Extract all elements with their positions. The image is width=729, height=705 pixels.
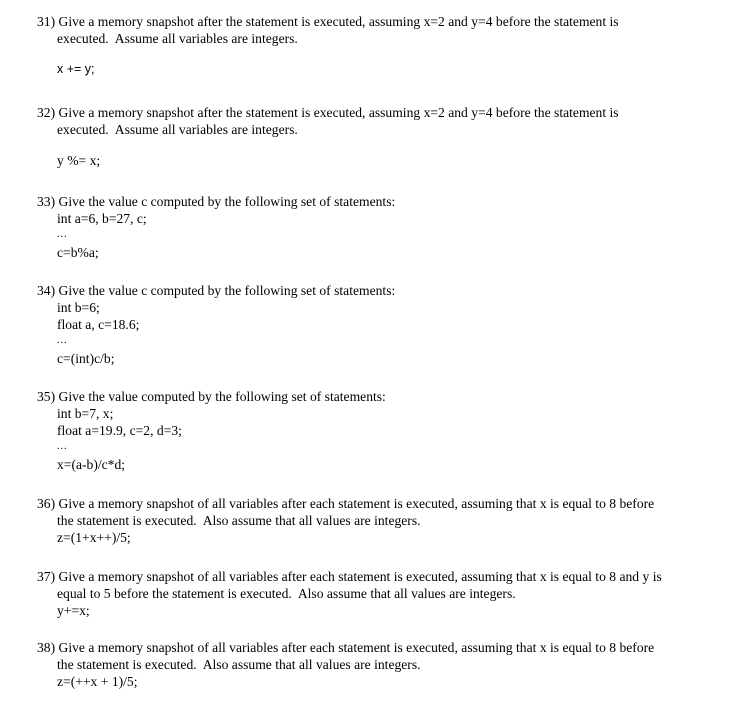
question-text-line: executed. Assume all variables are integers. xyxy=(57,122,298,137)
ellipsis: ... xyxy=(57,335,68,346)
code-line: int b=6; xyxy=(57,300,100,315)
question-text-line: Give a memory snapshot of all variables after each statement is executed, assuming that x is equal to 8 before xyxy=(58,640,655,655)
question-36 xyxy=(37,495,717,546)
question-32 xyxy=(37,104,717,169)
code-line: float a=19.9, c=2, d=3; xyxy=(57,423,182,438)
question-text-line: Give the value c computed by the following set of statements: xyxy=(58,283,396,298)
code-line: z=(1+x++)/5; xyxy=(57,530,131,545)
code-line: int a=6, b=27, c; xyxy=(57,211,147,226)
question-text-line: the statement is executed. Also assume that all values are integers. xyxy=(57,513,421,528)
question-text-line: executed. Assume all variables are integers. xyxy=(57,31,298,46)
question-31 xyxy=(37,13,717,78)
question-text-line: Give a memory snapshot of all variables after each statement is executed, assuming that x is equal to 8 and y is xyxy=(58,569,662,584)
question-number: 31) xyxy=(37,14,56,29)
code-line: y %= x; xyxy=(57,153,101,168)
question-text-line: Give a memory snapshot after the statement is executed, assuming x=2 and y=4 before the statement is xyxy=(58,14,619,29)
code-line: float a, c=18.6; xyxy=(57,317,140,332)
ellipsis: ... xyxy=(57,441,68,452)
question-33 xyxy=(37,193,717,261)
question-number: 33) xyxy=(37,194,56,209)
question-38 xyxy=(37,639,717,690)
question-text-line: equal to 5 before the statement is executed. Also assume that all values are integers. xyxy=(57,586,516,601)
code-line: z=(++x + 1)/5; xyxy=(57,674,138,689)
ellipsis: ... xyxy=(57,229,68,240)
question-number: 38) xyxy=(37,640,56,655)
question-number: 35) xyxy=(37,389,56,404)
question-text-line: Give the value computed by the following set of statements: xyxy=(58,389,386,404)
code-line: y+=x; xyxy=(57,603,90,618)
question-number: 37) xyxy=(37,569,56,584)
question-text-line: the statement is executed. Also assume that all values are integers. xyxy=(57,657,421,672)
question-text-line: Give a memory snapshot after the statement is executed, assuming x=2 and y=4 before the statement is xyxy=(58,105,619,120)
code-line: c=(int)c/b; xyxy=(57,351,115,366)
code-line: x += y; xyxy=(57,62,95,76)
question-text-line: Give a memory snapshot of all variables after each statement is executed, assuming that x is equal to 8 before xyxy=(58,496,655,511)
code-line: int b=7, x; xyxy=(57,406,114,421)
question-number: 32) xyxy=(37,105,56,120)
code-line: x=(a-b)/c*d; xyxy=(57,457,126,472)
question-text-line: Give the value c computed by the following set of statements: xyxy=(58,194,396,209)
question-34 xyxy=(37,282,717,367)
question-number: 34) xyxy=(37,283,56,298)
question-35 xyxy=(37,388,717,473)
question-number: 36) xyxy=(37,496,56,511)
question-37 xyxy=(37,568,717,619)
code-line: c=b%a; xyxy=(57,245,99,260)
